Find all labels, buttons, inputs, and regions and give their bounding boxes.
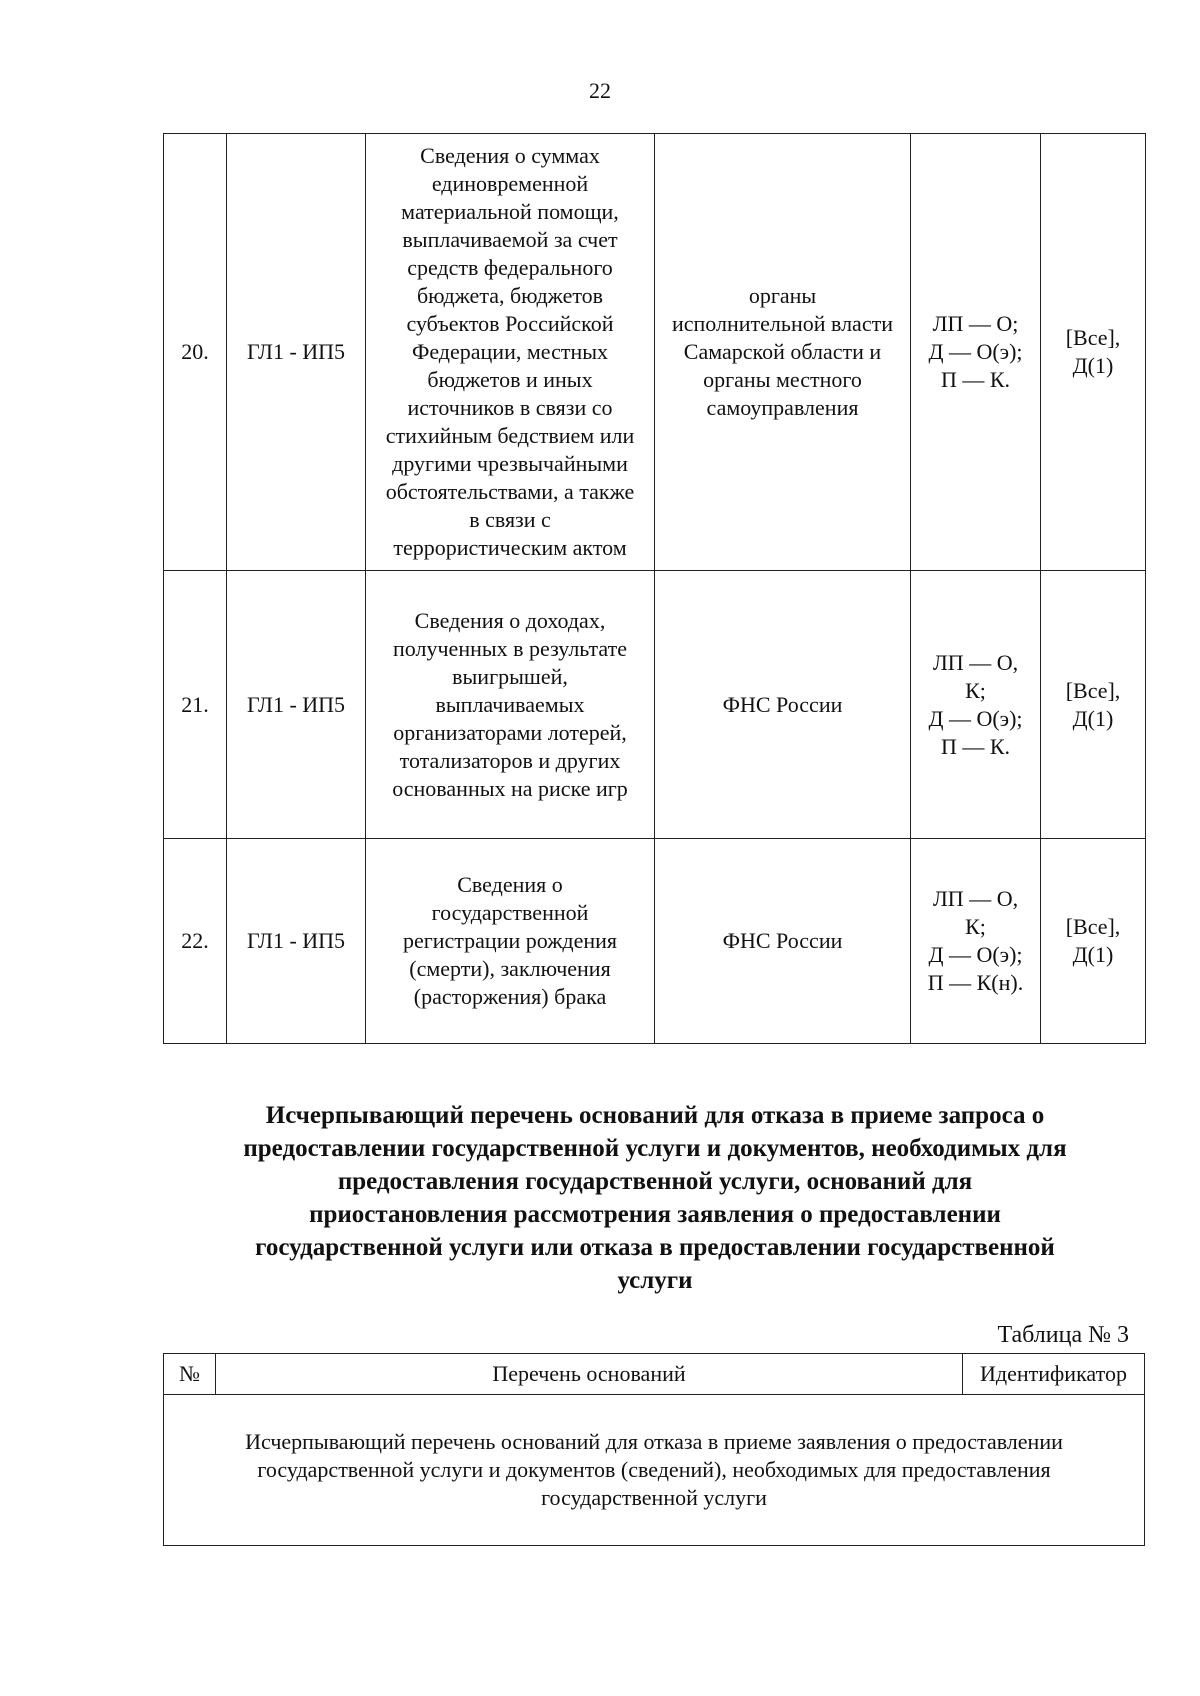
row-levels: ЛП — О; Д — О(э); П — К. xyxy=(911,134,1041,571)
section-title: Исчерпывающий перечень оснований для отказа в приеме запроса о предоставлении государственной услуги и документов, необходимых для предоставления государственной услуги, оснований для приостановления рассмотрения заявления о предоставлении государственной услуги или отказа в предоставлении государственной услуги xyxy=(243,1102,1067,1294)
row-levels: ЛП — О, К; Д — О(э); П — К(н). xyxy=(911,839,1041,1044)
data-sources-table xyxy=(163,133,1146,1044)
row-code: ГЛ1 - ИП5 xyxy=(227,571,366,839)
column-header-identifier: Идентификатор xyxy=(963,1354,1145,1395)
row-number: 22. xyxy=(164,839,227,1044)
table-row xyxy=(164,839,1146,1044)
column-header-number: № xyxy=(164,1354,216,1395)
row-access: [Все], Д(1) xyxy=(1041,134,1146,571)
row-source: органы исполнительной власти Самарской области и органы местного самоуправления xyxy=(655,134,911,571)
table-row xyxy=(164,1395,1145,1546)
page-number: 22 xyxy=(589,78,611,103)
row-access: [Все], Д(1) xyxy=(1041,839,1146,1044)
table-caption: Таблица № 3 xyxy=(997,1322,1129,1348)
row-access: [Все], Д(1) xyxy=(1041,571,1146,839)
grounds-subheading: Исчерпывающий перечень оснований для отказа в приеме заявления о предоставлении государственной услуги и документов (сведений), необходимых для предоставления государственной услуги xyxy=(164,1395,1145,1546)
row-source: ФНС России xyxy=(655,839,911,1044)
row-code: ГЛ1 - ИП5 xyxy=(227,134,366,571)
row-number: 20. xyxy=(164,134,227,571)
row-info: Сведения о государственной регистрации рождения (смерти), заключения (расторжения) брака xyxy=(366,839,655,1044)
table-row xyxy=(164,571,1146,839)
table-row xyxy=(164,134,1146,571)
row-number: 21. xyxy=(164,571,227,839)
row-levels: ЛП — О, К; Д — О(э); П — К. xyxy=(911,571,1041,839)
grounds-table xyxy=(163,1353,1145,1546)
row-code: ГЛ1 - ИП5 xyxy=(227,839,366,1044)
column-header-grounds: Перечень оснований xyxy=(216,1354,963,1395)
row-source: ФНС России xyxy=(655,571,911,839)
row-info: Сведения о доходах, полученных в результате выигрышей, выплачиваемых организаторами лотерей, тотализаторов и других основанных на риске игр xyxy=(366,571,655,839)
row-info: Сведения о суммах единовременной материальной помощи, выплачиваемой за счет средств федерального бюджета, бюджетов субъектов Российской Федерации, местных бюджетов и иных источников в связи со стихийным бедствием или другими чрезвычайными обстоятельствами, а также в связи с террористическим актом xyxy=(366,134,655,571)
table-header-row xyxy=(164,1354,1145,1395)
